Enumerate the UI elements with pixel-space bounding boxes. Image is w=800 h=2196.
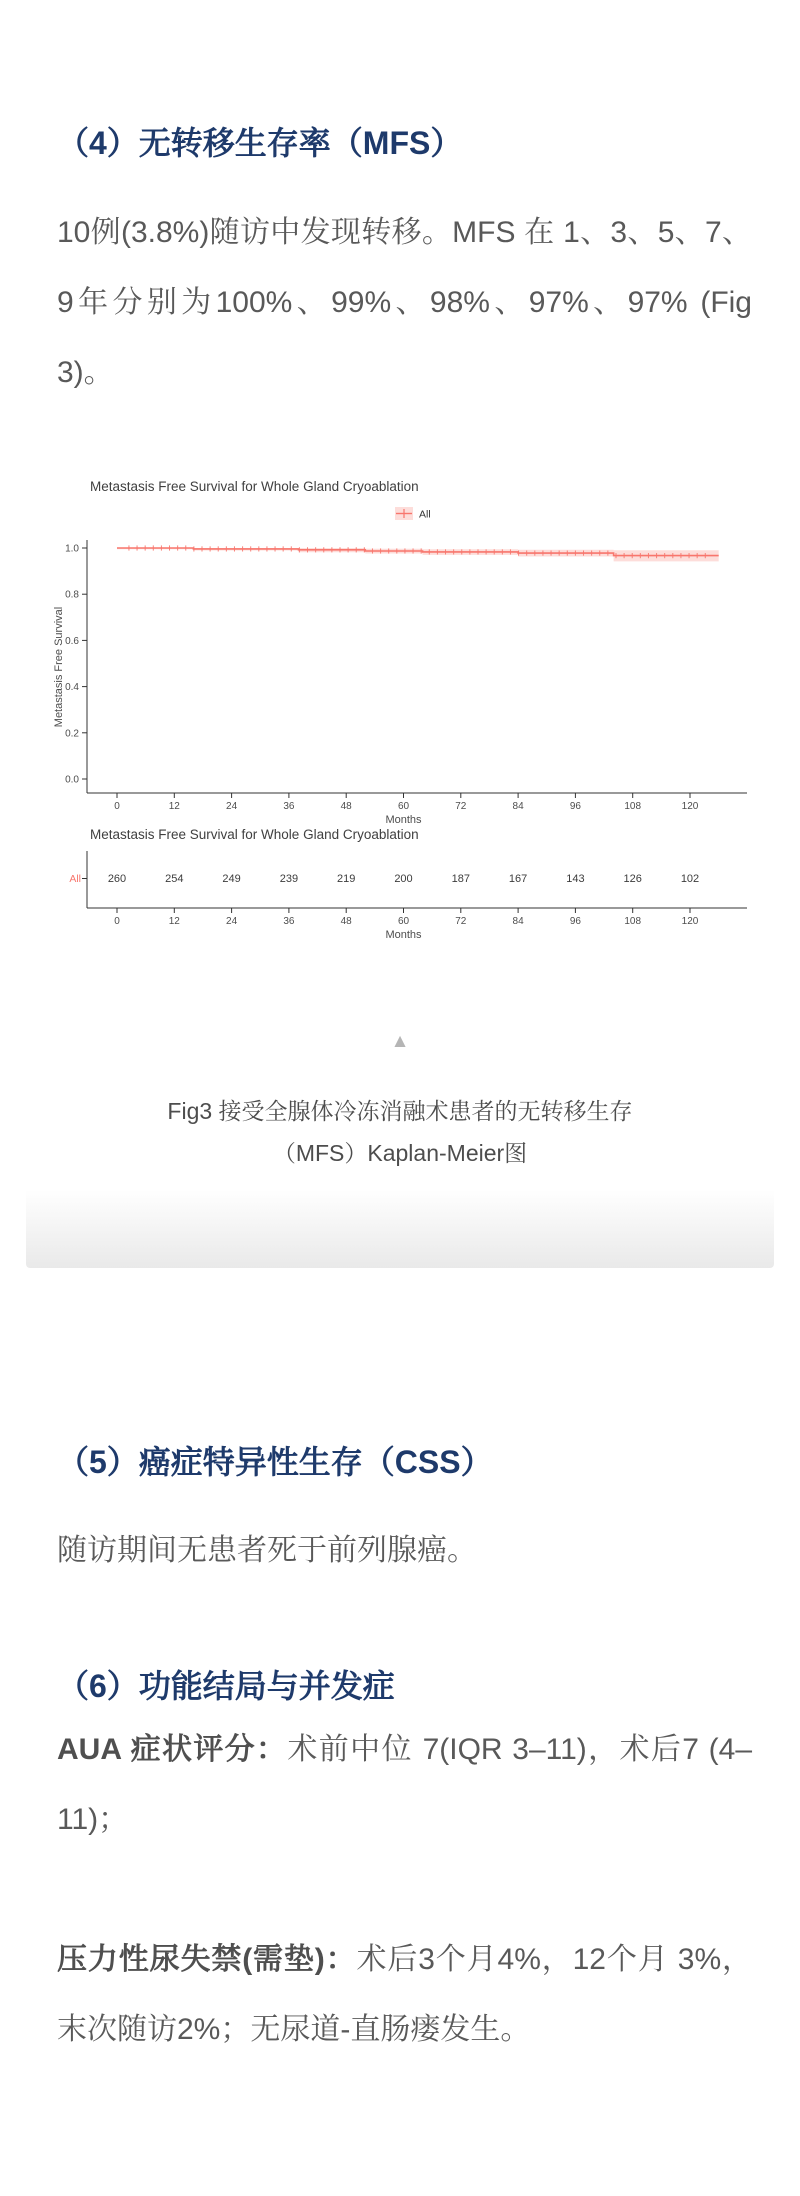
svg-text:36: 36 xyxy=(283,916,295,927)
risk-table-title: Metastasis Free Survival for Whole Gland Cryoablation xyxy=(90,827,419,842)
svg-text:48: 48 xyxy=(340,916,352,927)
svg-text:108: 108 xyxy=(624,916,642,927)
svg-text:0.4: 0.4 xyxy=(65,682,79,694)
y-axis-label: Metastasis Free Survival xyxy=(53,606,65,728)
svg-text:0.2: 0.2 xyxy=(65,728,79,740)
section5-heading: （5）癌症特异性生存（CSS） xyxy=(57,1443,493,1480)
svg-text:0.8: 0.8 xyxy=(65,589,79,601)
risk-count: 200 xyxy=(394,873,413,885)
km-x-axis xyxy=(87,793,747,826)
section5-paragraph: 随访期间无患者死于前列腺癌。 xyxy=(57,1534,477,1567)
svg-text:0.0: 0.0 xyxy=(65,774,79,786)
svg-text:84: 84 xyxy=(512,916,524,927)
svg-text:120: 120 xyxy=(681,801,699,812)
svg-text:12: 12 xyxy=(168,916,180,927)
risk-count: 219 xyxy=(337,873,356,885)
svg-text:96: 96 xyxy=(569,801,581,812)
km-y-axis xyxy=(53,540,87,793)
svg-text:72: 72 xyxy=(455,916,467,927)
risk-x-axis-label: Months xyxy=(385,929,422,941)
km-legend xyxy=(395,507,431,521)
svg-text:0: 0 xyxy=(114,916,120,927)
svg-text:72: 72 xyxy=(455,801,467,812)
km-chart xyxy=(50,455,750,955)
incontinence-text: 术后3个月4%，12个月 3%，末次随访2%；无尿道-直肠瘘发生。 xyxy=(57,1943,753,2046)
section4-paragraph: 10例(3.8%)随访中发现转移。MFS 在 1、3、5、7、9年分别为100%、99%、98%、97%、97% (Fig 3)。 xyxy=(57,216,752,389)
section-divider-gradient xyxy=(26,1190,774,1268)
aua-label: AUA 症状评分： xyxy=(57,1733,288,1766)
svg-text:96: 96 xyxy=(569,916,581,927)
svg-text:All: All xyxy=(419,508,431,521)
svg-text:108: 108 xyxy=(624,801,642,812)
risk-row-label: All xyxy=(69,873,81,885)
risk-count: 260 xyxy=(107,873,127,885)
svg-text:36: 36 xyxy=(283,801,295,812)
figure-caption xyxy=(0,1090,800,1174)
risk-count: 187 xyxy=(451,873,470,885)
svg-text:1.0: 1.0 xyxy=(65,543,79,555)
risk-count: 254 xyxy=(165,873,184,885)
svg-text:0.6: 0.6 xyxy=(65,635,79,647)
risk-table xyxy=(69,851,747,941)
svg-text:60: 60 xyxy=(397,801,410,812)
risk-count: 126 xyxy=(623,873,642,885)
km-ribbon xyxy=(117,548,719,561)
section4-heading: （4）无转移生存率（MFS） xyxy=(57,124,463,161)
aua-text: 术前中位 7(IQR 3–11)，术后7 (4–11)； xyxy=(57,1733,753,1836)
svg-text:24: 24 xyxy=(226,801,238,812)
risk-count: 167 xyxy=(508,873,528,885)
section6-item-incontinence xyxy=(57,1925,752,2065)
svg-text:84: 84 xyxy=(512,801,524,812)
risk-count: 239 xyxy=(279,873,299,885)
incontinence-label: 压力性尿失禁(需垫)： xyxy=(57,1943,357,1976)
figure-caption-line2: （MFS）Kaplan-Meier图 xyxy=(272,1140,528,1166)
x-axis-label: Months xyxy=(385,814,422,826)
svg-text:120: 120 xyxy=(681,916,699,927)
svg-text:24: 24 xyxy=(226,916,238,927)
svg-text:0: 0 xyxy=(114,801,120,812)
section6-heading: （6）功能结局与并发症 xyxy=(57,1667,395,1704)
risk-count: 249 xyxy=(222,873,241,885)
svg-text:60: 60 xyxy=(397,916,410,927)
svg-text:12: 12 xyxy=(168,801,180,812)
km-figure xyxy=(50,455,750,955)
svg-text:48: 48 xyxy=(340,801,352,812)
section6-item-aua xyxy=(57,1715,752,1855)
chart-title: Metastasis Free Survival for Whole Gland Cryoablation xyxy=(90,479,419,494)
risk-count: 102 xyxy=(680,873,700,885)
risk-count: 143 xyxy=(566,873,585,885)
figure-caption-line1: Fig3 接受全腺体冷冻消融术患者的无转移生存 xyxy=(167,1098,633,1124)
collapse-arrow-icon[interactable]: ▲ xyxy=(390,1031,410,1052)
